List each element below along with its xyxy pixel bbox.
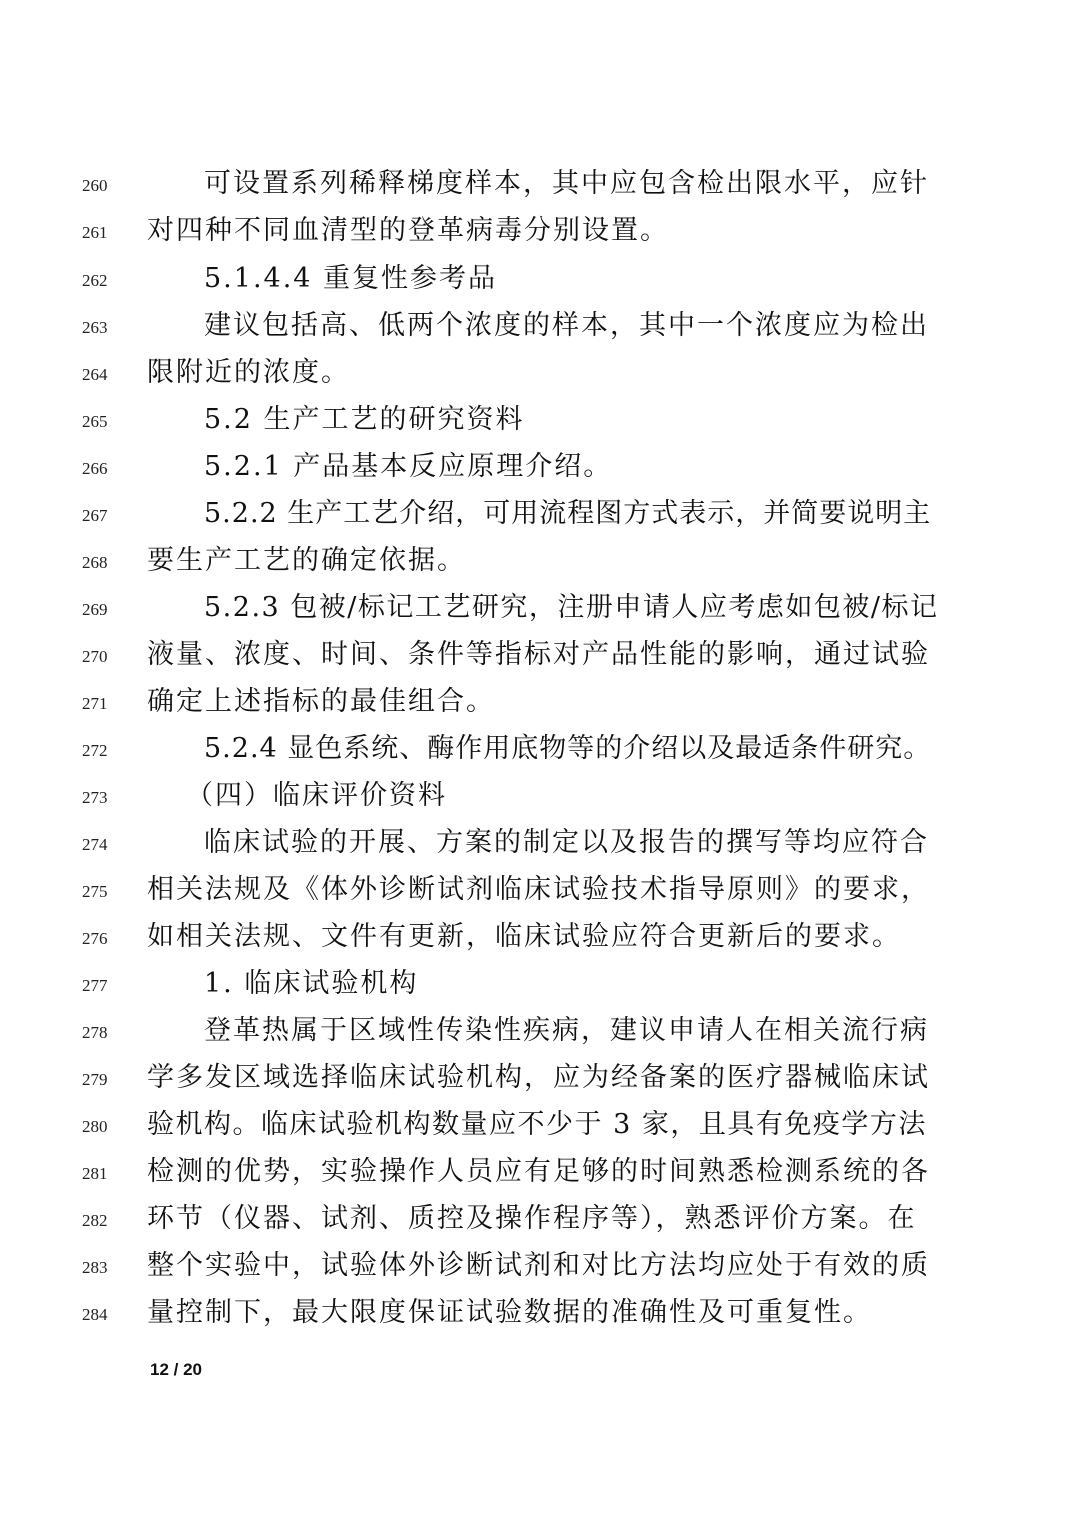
text-line xyxy=(0,1293,1080,1341)
line-text: 液量、浓度、时间、条件等指标对产品性能的影响，通过试验 xyxy=(147,639,930,670)
text-line xyxy=(0,635,1080,683)
text-line xyxy=(0,729,1080,777)
text-line xyxy=(0,447,1080,495)
text-line xyxy=(0,823,1080,871)
line-text: 建议包括高、低两个浓度的样本，其中一个浓度应为检出 xyxy=(204,310,929,341)
line-text: 5.2.3 包被/标记工艺研究，注册申请人应考虑如包被/标记 xyxy=(204,592,939,623)
line-number: 280 xyxy=(82,1117,108,1136)
line-text: 环节（仪器、试剂、质控及操作程序等），熟悉评价方案。在 xyxy=(147,1203,917,1234)
line-text: 要生产工艺的确定依据。 xyxy=(147,545,466,576)
text-line xyxy=(0,1011,1080,1059)
text-line xyxy=(0,1058,1080,1106)
section-heading: 5.1.4.4 重复性参考品 xyxy=(204,263,498,294)
text-line xyxy=(0,1246,1080,1294)
line-number: 265 xyxy=(82,412,108,431)
line-text: 可设置系列稀释梯度样本，其中应包含检出限水平，应针 xyxy=(204,168,929,199)
line-text: 5.2.4 显色系统、酶作用底物等的介绍以及最适条件研究。 xyxy=(204,733,932,764)
text-line xyxy=(0,1152,1080,1200)
page-number: 12 / 20 xyxy=(150,1360,202,1379)
line-text: 5.2.2 生产工艺介绍，可用流程图方式表示，并简要说明主 xyxy=(204,498,932,529)
line-text: 登革热属于区域性传染性疾病，建议申请人在相关流行病 xyxy=(204,1015,929,1046)
line-number: 261 xyxy=(82,223,108,242)
section-heading: 5.2 生产工艺的研究资料 xyxy=(204,404,525,435)
line-text: 限附近的浓度。 xyxy=(147,357,350,388)
line-text: 相关法规及《体外诊断试剂临床试验技术指导原则》的要求， xyxy=(147,874,930,905)
text-line xyxy=(0,259,1080,307)
line-text: 量控制下，最大限度保证试验数据的准确性及可重复性。 xyxy=(147,1297,872,1328)
line-text: 检测的优势，实验操作人员应有足够的时间熟悉检测系统的各 xyxy=(147,1156,930,1187)
line-number: 260 xyxy=(82,176,108,195)
text-line xyxy=(0,164,1080,212)
line-number: 268 xyxy=(82,553,108,572)
text-line xyxy=(0,494,1080,542)
line-text: 临床试验的开展、方案的制定以及报告的撰写等均应符合 xyxy=(204,827,929,858)
line-number: 271 xyxy=(82,694,108,713)
section-heading: （四）临床评价资料 xyxy=(186,780,447,811)
line-number: 270 xyxy=(82,647,108,666)
line-text: 整个实验中，试验体外诊断试剂和对比方法均应处于有效的质 xyxy=(147,1250,930,1281)
text-line xyxy=(0,541,1080,589)
line-text: 学多发区域选择临床试验机构，应为经备案的医疗器械临床试 xyxy=(147,1062,930,1093)
line-text: 确定上述指标的最佳组合。 xyxy=(147,686,495,717)
line-number: 284 xyxy=(82,1305,108,1324)
text-line xyxy=(0,870,1080,918)
line-number: 273 xyxy=(82,788,108,807)
text-line xyxy=(0,1199,1080,1247)
text-line xyxy=(0,306,1080,354)
line-number: 262 xyxy=(82,271,108,290)
text-line xyxy=(0,917,1080,965)
line-number: 275 xyxy=(82,882,108,901)
line-text: 对四种不同血清型的登革病毒分别设置。 xyxy=(147,215,669,246)
text-line xyxy=(0,964,1080,1012)
line-number: 264 xyxy=(82,365,108,384)
text-line xyxy=(0,588,1080,636)
line-number: 269 xyxy=(82,600,108,619)
line-text: 验机构。临床试验机构数量应不少于 3 家，且具有免疫学方法 xyxy=(147,1109,927,1140)
section-heading: 1. 临床试验机构 xyxy=(204,968,419,999)
line-number: 277 xyxy=(82,976,108,995)
line-number: 272 xyxy=(82,741,108,760)
line-number: 278 xyxy=(82,1023,108,1042)
line-number: 281 xyxy=(82,1164,108,1183)
line-number: 266 xyxy=(82,459,108,478)
line-number: 274 xyxy=(82,835,108,854)
line-number: 267 xyxy=(82,506,108,525)
line-number: 263 xyxy=(82,318,108,337)
text-line xyxy=(0,353,1080,401)
line-number: 279 xyxy=(82,1070,108,1089)
line-number: 282 xyxy=(82,1211,108,1230)
text-line xyxy=(0,682,1080,730)
line-text: 5.2.1 产品基本反应原理介绍。 xyxy=(204,451,613,482)
line-text: 如相关法规、文件有更新，临床试验应符合更新后的要求。 xyxy=(147,921,901,952)
text-line xyxy=(0,1105,1080,1153)
text-line xyxy=(0,211,1080,259)
line-number: 276 xyxy=(82,929,108,948)
text-line xyxy=(0,776,1080,824)
line-number: 283 xyxy=(82,1258,108,1277)
text-line xyxy=(0,400,1080,448)
